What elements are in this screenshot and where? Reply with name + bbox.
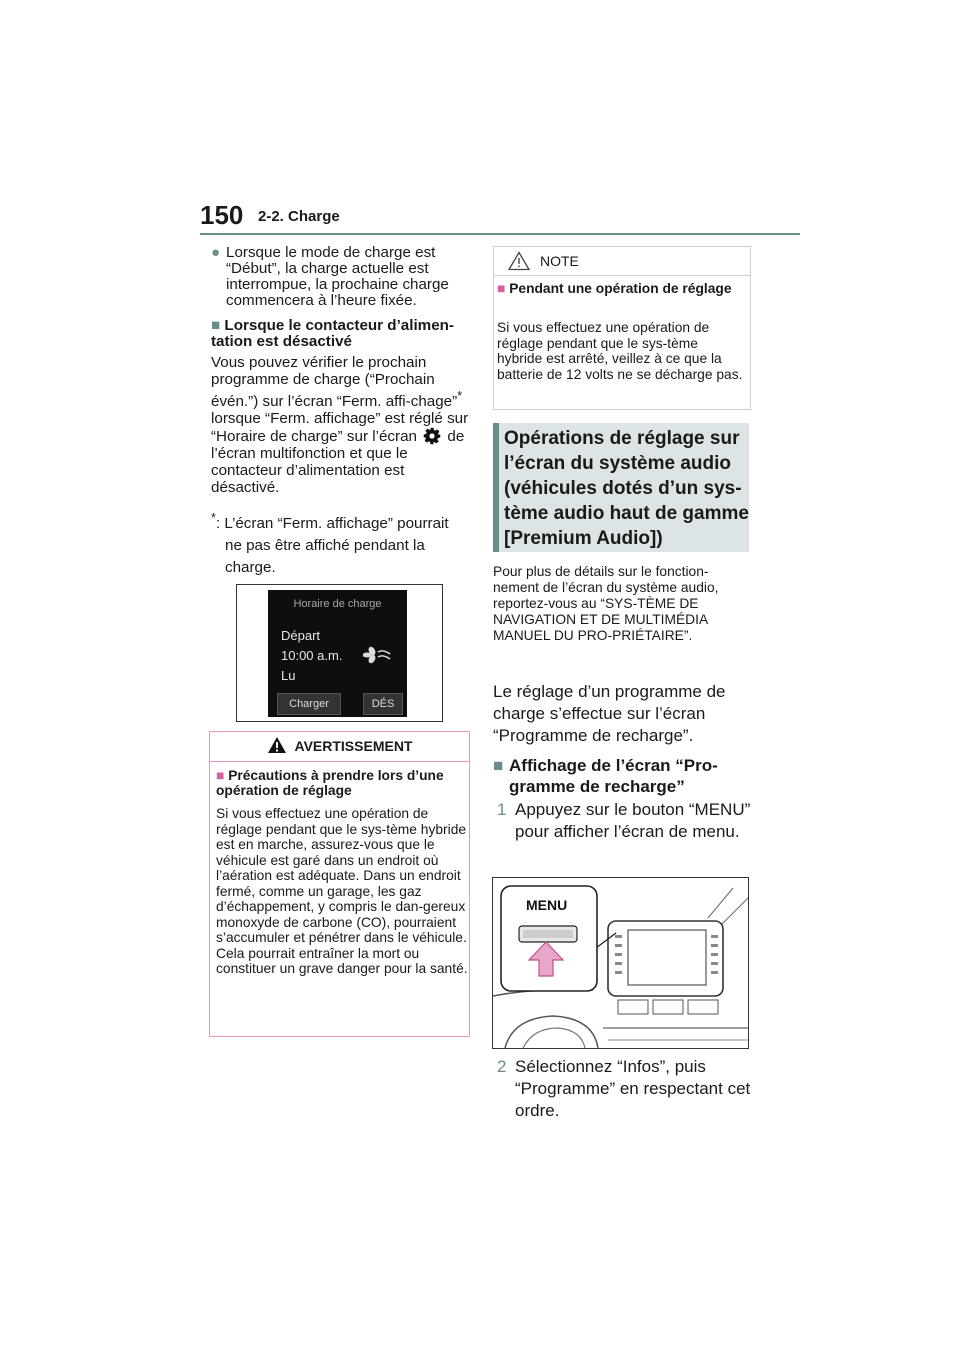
page-number: 150: [200, 200, 244, 230]
note-subtitle: [497, 281, 747, 296]
caution-icon: [508, 251, 530, 271]
warning-box: [209, 731, 470, 1037]
step-1: [493, 799, 751, 843]
charger-button[interactable]: Charger: [277, 693, 341, 715]
charge-schedule-screen: [268, 590, 407, 717]
square-icon: ■: [493, 756, 504, 775]
footnote-ref: *: [457, 389, 463, 403]
left-heading-text: Lorsque le contacteur d’alimen-tation est désactivé: [211, 317, 454, 350]
details-paragraph: Pour plus de détails sur le fonction-nement de l’écran du système audio, reportez-vous au “SYS-TÈME DE NAVIGATION ET DE MULTIMÉDIA MANUEL DU PRO-PRIÉTAIRE”.: [493, 564, 719, 643]
left-paragraph-c: de l’écran multifonction et que le contacteur d’alimentation est désactivé.: [211, 428, 465, 497]
left-paragraph-b: lorsque “Ferm. affichage” est réglé sur “Horaire de charge” sur l’écran: [211, 410, 469, 446]
square-icon: ■: [497, 281, 506, 296]
warning-body: Si vous effectuez une opération de réglage pendant que le sys-tème hybride est en marche, assurez-vous que le véhicule est garé dans un endroit où l’aération est adéquate. Dans un endroit fermé, comme un garage, les gaz d’échappement, y compris le dan-gereux monoxyde de carbone (CO), pourraient s’accumuler et pénétrer dans le véhicule. Cela pourrait entraîner la mort ou constituer un grave danger pour la santé.: [216, 806, 468, 976]
display-subheading: [493, 755, 751, 797]
gear-icon: [423, 427, 441, 445]
menu-button-figure: [492, 877, 749, 1049]
note-title: NOTE: [540, 253, 579, 269]
bullet-item: [211, 245, 461, 309]
screen-title: Horaire de charge: [293, 598, 382, 610]
footnote: [211, 507, 469, 579]
warning-subtitle: [216, 768, 466, 798]
menu-label: MENU: [526, 897, 568, 913]
note-subtitle-text: Pendant une opération de réglage: [509, 281, 732, 296]
left-paragraph-a: Vous pouvez vérifier le prochain programme de charge (“Prochain évén.”) sur l’écran “Ferm. affi-chage”: [211, 354, 458, 411]
left-heading: [211, 318, 467, 350]
section-title: 2-2. Charge: [258, 208, 340, 225]
fan-icon: [363, 646, 393, 664]
display-subheading-text: Affichage de l’écran “Pro-gramme de recharge”: [509, 756, 718, 796]
footnote-text: : L’écran “Ferm. affichage” pourrait: [215, 515, 449, 533]
schedule-paragraph: Le réglage d’un programme de charge s’effectue sur l’écran “Programme de recharge”.: [493, 682, 726, 745]
screen-line-time: 10:00 a.m.: [281, 648, 343, 663]
note-header: [494, 247, 750, 276]
step-1-number: 1: [497, 800, 507, 819]
step-2-text: Sélectionnez “Infos”, puis “Programme” en respectant cet ordre.: [515, 1057, 751, 1120]
warning-subtitle-text: Précautions à prendre lors d’une opération de réglage: [216, 768, 444, 798]
warning-header: [210, 732, 469, 762]
left-paragraph: [211, 354, 469, 496]
warning-title: AVERTISSEMENT: [294, 738, 413, 754]
warning-icon: [267, 736, 287, 754]
step-2: [493, 1056, 751, 1122]
footnote-mark: *: [211, 511, 216, 525]
step-1-text: Appuyez sur le bouton “MENU” pour afficher l’écran de menu.: [515, 800, 751, 841]
note-body: Si vous effectuez une opération de réglage pendant que le sys-tème hybride est arrêté, veillez à ce que la batterie de 12 volts ne se décharge pas.: [497, 320, 743, 382]
screen-line-start: Départ: [281, 628, 321, 643]
header-rule: [200, 233, 800, 235]
footnote-cont: ne pas être affiché pendant la charge.: [225, 537, 425, 577]
square-icon: ■: [216, 768, 225, 783]
bullet-text: Lorsque le mode de charge est “Début”, la charge actuelle est interrompue, la prochaine charge commencera à l’heure fixée.: [226, 244, 449, 309]
note-box: [493, 246, 751, 410]
square-icon: ■: [211, 317, 221, 334]
step-2-number: 2: [497, 1057, 507, 1076]
screen-line-day: Lu: [281, 668, 296, 683]
off-button[interactable]: DÉS: [363, 693, 403, 715]
bullet-icon: ●: [211, 244, 221, 261]
section-heading-box: Opérations de réglage sur l’écran du système audio (véhicules dotés d’un sys-tème audio haut de gamme [Premium Audio]): [493, 423, 749, 552]
